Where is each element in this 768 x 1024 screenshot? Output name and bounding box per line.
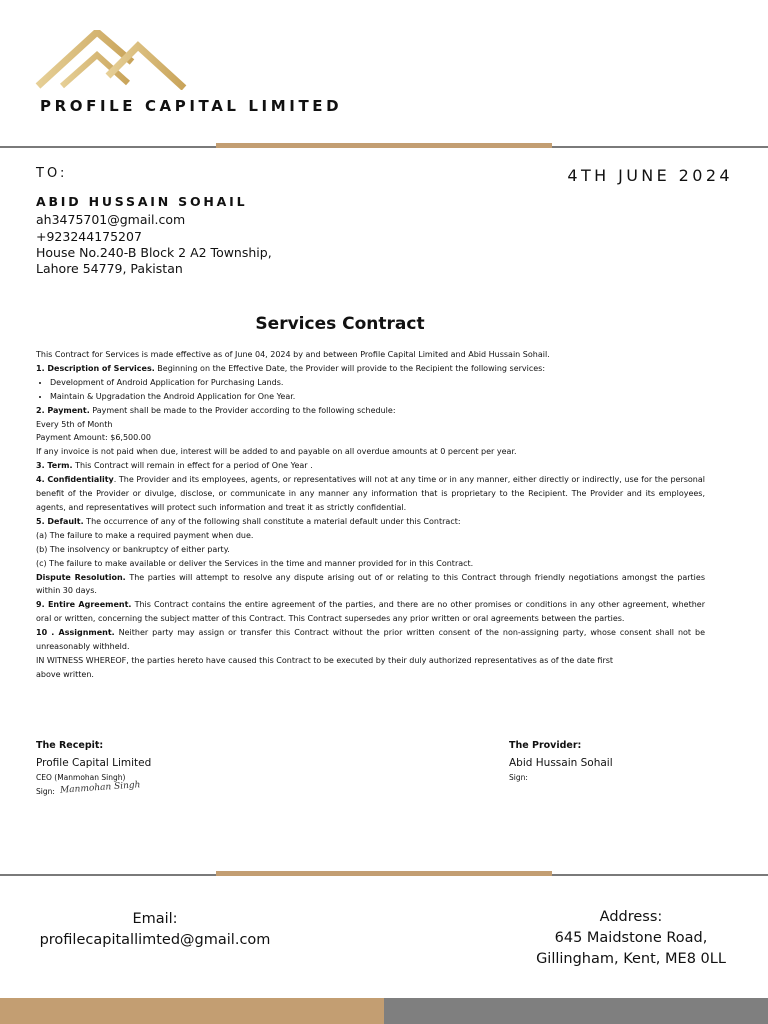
recipient-signature-heading: The Recepit: xyxy=(36,740,104,751)
footer-email-label: Email: xyxy=(132,911,178,927)
recipient-sign-label: Sign: xyxy=(36,787,55,796)
recipient-email: ah3475701@gmail.com xyxy=(36,212,186,227)
section-entire-agreement xyxy=(36,598,705,626)
recipient-address-line2: Lahore 54779, Pakistan xyxy=(36,261,183,276)
to-label: TO: xyxy=(36,166,68,181)
list-item: • Development of Android Application for Purchasing Lands. xyxy=(50,376,705,390)
section-payment xyxy=(36,404,705,418)
section-text: The parties will attempt to resolve any dispute arising out of or relating to this Contract through friendly negotiations amongst the parties within 30 days. xyxy=(36,572,705,596)
section-dispute xyxy=(36,571,705,599)
witness-line-2: above written. xyxy=(36,669,94,679)
intro-paragraph: This Contract for Services is made effective as of June 04, 2024 by and between Profile Capital Limited and Abid Hussain Sohail. xyxy=(36,350,550,359)
footer-address-line2: Gillingham, Kent, ME8 0LL xyxy=(536,951,726,967)
section-text: This Contract will remain in effect for a period of One Year . xyxy=(72,461,313,471)
section-assignment xyxy=(36,626,705,654)
recipient-signature-ceo: CEO (Manmohan Singh) xyxy=(36,773,126,782)
recipient-name: ABID HUSSAIN SOHAIL xyxy=(36,194,248,209)
section-heading: 3. Term. xyxy=(36,461,73,471)
section-heading: 9. Entire Agreement. xyxy=(36,600,132,610)
header-accent-bar xyxy=(216,143,552,148)
mountain-logo-icon xyxy=(34,30,194,90)
payment-interest: If any invoice is not paid when due, interest will be added to and payable on all overdue amounts at 0 percent per year. xyxy=(36,447,517,457)
contract-title: Services Contract xyxy=(255,314,425,334)
provider-sign-label: Sign: xyxy=(509,773,528,782)
recipient-phone: +923244175207 xyxy=(36,229,142,244)
provider-signature-heading: The Provider: xyxy=(509,740,582,751)
section-text: This Contract contains the entire agreement of the parties, and there are no other promises or conditions in any other agreement, whether oral or written, concerning the subject matter of this Contract. This Contract supersedes any prior written or oral agreements between the parties. xyxy=(36,600,706,624)
section-text: The occurrence of any of the following shall constitute a material default under this Contract: xyxy=(83,516,461,526)
section-heading: 2. Payment. xyxy=(36,405,90,415)
footer-band-gray xyxy=(384,998,768,1024)
section-description xyxy=(36,362,705,376)
section-heading: 5. Default. xyxy=(36,516,84,526)
footer-address-block xyxy=(515,907,747,970)
section-confidentiality xyxy=(36,473,705,515)
recipient-handwritten-signature: Manmohan Singh xyxy=(59,780,141,796)
list-item: • Maintain & Upgradation the Android Application for One Year. xyxy=(50,390,705,404)
footer-address-label: Address: xyxy=(599,909,663,925)
section-heading: 4. Confidentiality xyxy=(36,475,114,485)
section-text: . The Provider and its employees, agents, or representatives will not at any time or in any manner, either directly or indirectly, use for the personal benefit of the Provider or divulge, disclose, or communicate in any manner any information that is proprietary to the Recipient. The Provider and its employees, agents, and representatives will protect such information and treat it as strictly confidential. xyxy=(36,475,705,512)
company-name: PROFILE CAPITAL LIMITED xyxy=(40,97,343,115)
witness-line-1: IN WITNESS WHEREOF, the parties hereto have caused this Contract to be executed by their duly authorized representatives as of the date first xyxy=(36,655,614,665)
section-heading: Dispute Resolution. xyxy=(36,572,126,582)
provider-signature-name: Abid Hussain Sohail xyxy=(509,757,613,769)
footer-email: profilecapitallimted@gmail.com xyxy=(39,932,271,948)
recipient-address-line1: House No.240-B Block 2 A2 Township, xyxy=(36,245,272,260)
footer-band-gold xyxy=(0,998,384,1024)
section-text: Beginning on the Effective Date, the Provider will provide to the Recipient the following services: xyxy=(154,363,546,373)
section-text: Neither party may assign or transfer this Contract without the prior written consent of the non-assigning party, whose consent shall not be unreasonably withheld. xyxy=(36,628,705,652)
contract-date: 4TH JUNE 2024 xyxy=(567,166,733,185)
section-term xyxy=(36,459,705,473)
section-text: Payment shall be made to the Provider according to the following schedule: xyxy=(89,405,396,415)
payment-schedule: Every 5th of Month xyxy=(36,419,113,429)
default-item-b: (b) The insolvency or bankruptcy of either party. xyxy=(36,544,230,554)
footer-accent-bar xyxy=(216,871,552,876)
section-heading: 10 . Assignment. xyxy=(36,628,115,638)
section-heading: 1. Description of Services. xyxy=(36,363,155,373)
section-default xyxy=(36,515,705,529)
services-list xyxy=(36,376,705,404)
default-item-a: (a) The failure to make a required payment when due. xyxy=(36,530,254,540)
footer-address-line1: 645 Maidstone Road, xyxy=(554,930,708,946)
footer-email-block xyxy=(0,909,310,951)
default-item-c: (c) The failure to make available or deliver the Services in the time and manner provided for in this Contract. xyxy=(36,558,474,568)
recipient-signature-org: Profile Capital Limited xyxy=(36,757,152,769)
payment-amount: Payment Amount: $6,500.00 xyxy=(36,433,151,443)
contract-body xyxy=(36,348,705,682)
